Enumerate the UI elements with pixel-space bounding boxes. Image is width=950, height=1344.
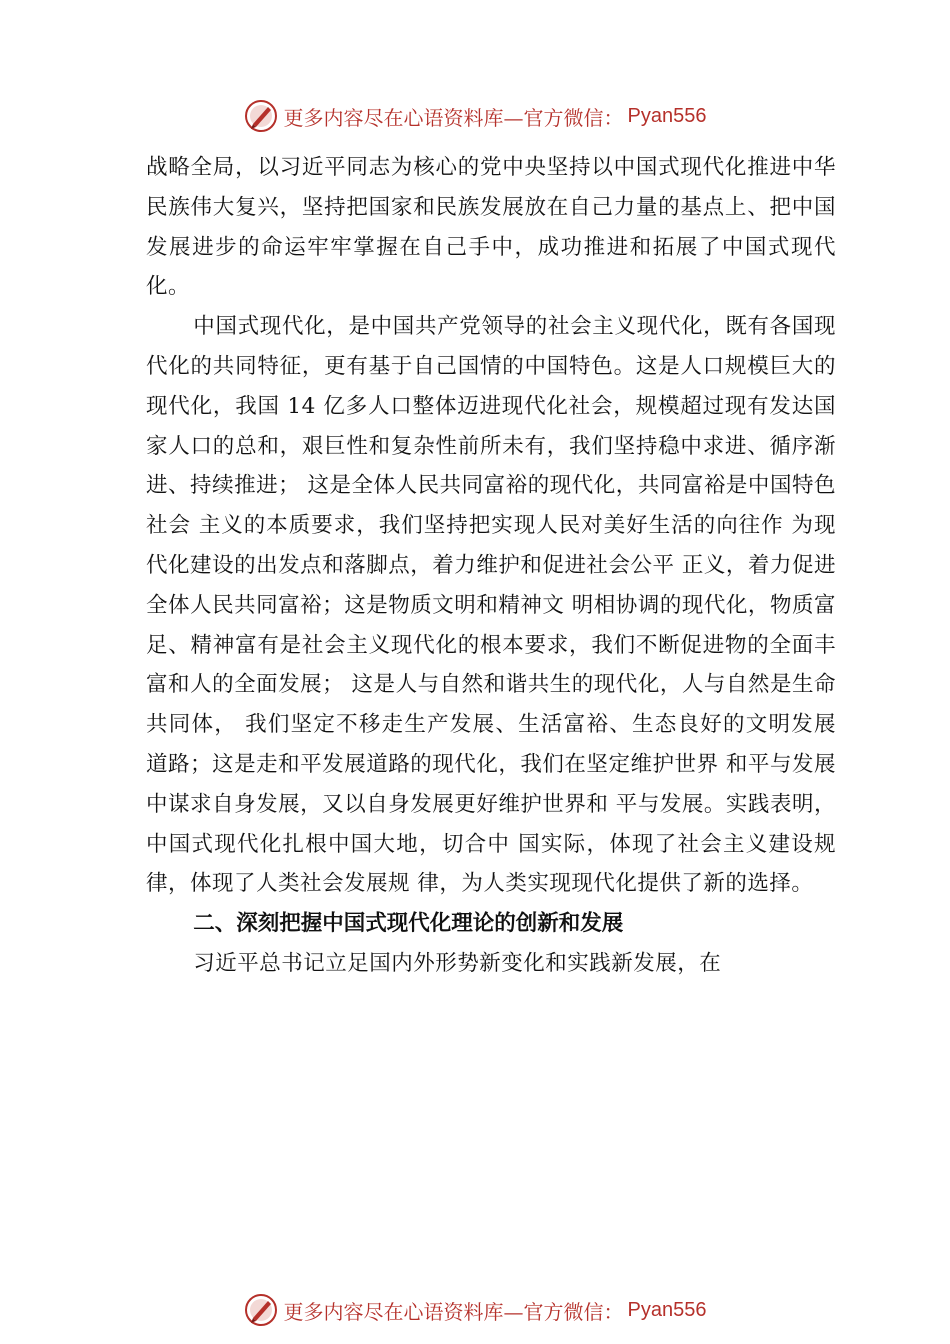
document-body xyxy=(146,148,836,984)
paragraph-main: 中国式现代化，是中国共产党领导的社会主义现代化，既有各国现代化的共同特征，更有基于自己国情的中国特色。这是人口规模巨大的现代化，我国 14 亿多人口整体迈进现代化社会，规模超过现有发达国家人口的总和，艰巨性和复杂性前所未有，我们坚持稳中求进、循序渐进、持续推进； 这是全体人民共同富裕的现代化，共同富裕是中国特色社会 主义的本质要求，我们坚持把实现人民对美好生活的向往作 为现代化建设的出发点和落脚点，着力维护和促进社会公平 正义，着力促进全体人民共同富裕；这是物质文明和精神文 明相协调的现代化，物质富足、精神富有是社会主义现代化的根本要求，我们不断促进物的全面丰富和人的全面发展； 这是人与自然和谐共生的现代化，人与自然是生命共同体， 我们坚定不移走生产发展、生活富裕、生态良好的文明发展 道路；这是走和平发展道路的现代化，我们在坚定维护世界 和平与发展中谋求自身发展，又以自身发展更好维护世界和 平与发展。实践表明，中国式现代化扎根中国大地，切合中 国实际，体现了社会主义建设规律，体现了人类社会发展规 律，为人类实现现代化提供了新的选择。 xyxy=(146,314,836,897)
banner-wechat-id: Pyan556 xyxy=(627,104,707,127)
banner-text: 更多内容尽在心语资料库—官方微信： xyxy=(283,105,624,130)
banner-wechat-id: Pyan556 xyxy=(627,1298,707,1321)
header-banner xyxy=(0,96,950,136)
footer-banner xyxy=(0,1290,950,1330)
section-heading: 二、深刻把握中国式现代化理论的创新和发展 xyxy=(193,911,624,937)
paragraph-last: 习近平总书记立足国内外形势新变化和实践新发展，在 xyxy=(193,950,722,976)
pen-seal-icon xyxy=(244,99,278,133)
pen-seal-icon xyxy=(244,1293,278,1327)
paragraph-continued: 战略全局，以习近平同志为核心的党中央坚持以中国式现代化推进中华民族伟大复兴，坚持把国家和民族发展放在自己力量的基点上、把中国发展进步的命运牢牢掌握在自己手中，成功推进和拓展了中国式现代化。 xyxy=(146,155,836,300)
banner-text: 更多内容尽在心语资料库—官方微信： xyxy=(283,1299,624,1324)
